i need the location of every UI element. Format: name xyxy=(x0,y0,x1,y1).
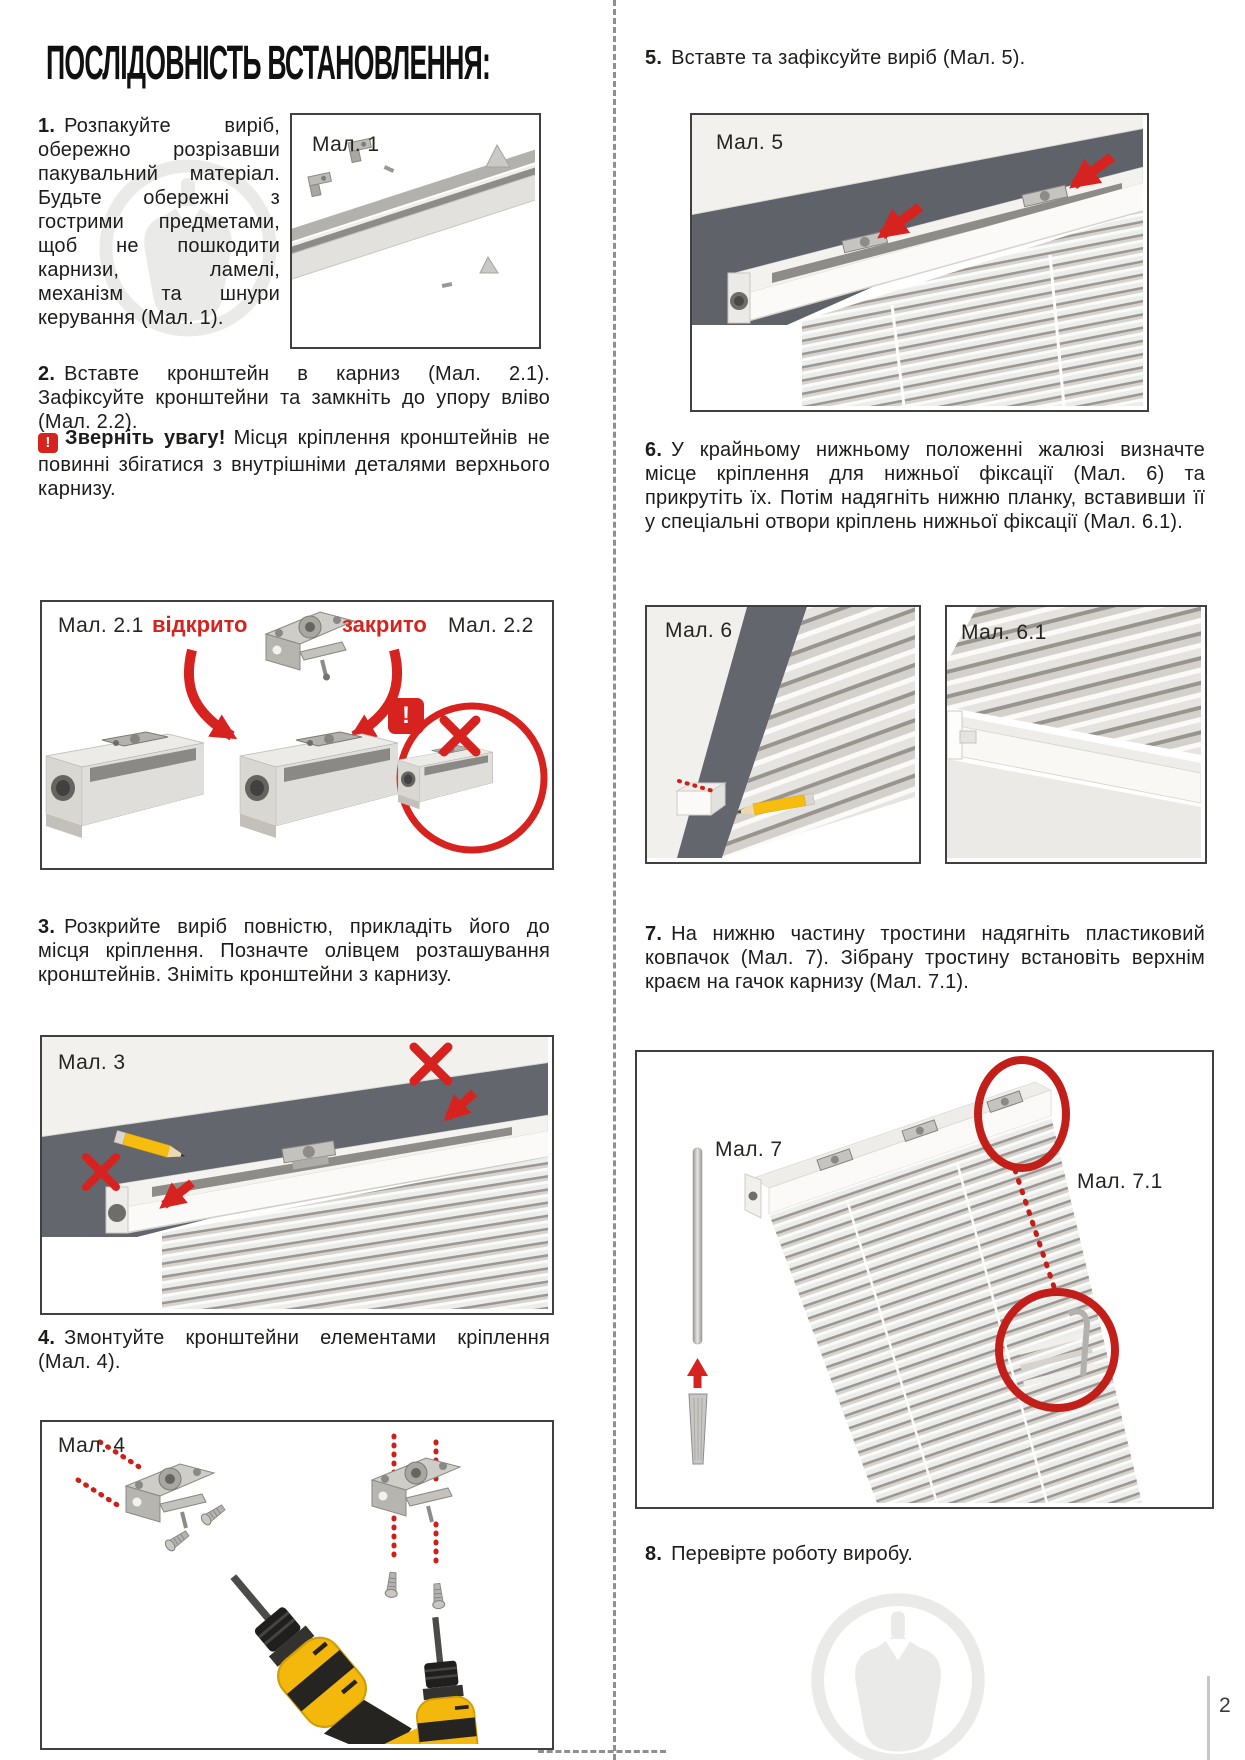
figure-1-label: Мал. 1 xyxy=(312,133,380,156)
screw-icon xyxy=(163,1528,190,1552)
step-2-text: 2. Вставте кронштейн в карниз (Мал. 2.1). Зафіксуйте кронштейни та замкніть до упору вліво (Мал. 2.2). xyxy=(38,363,550,433)
closed-state-label: закрито xyxy=(342,612,427,637)
step-8-text: 8. Перевірте роботу виробу. xyxy=(645,1543,913,1565)
screw-icon xyxy=(431,1583,445,1609)
red-arrow-open xyxy=(189,650,232,736)
screw-icon xyxy=(385,1572,399,1598)
figure-5-label: Мал. 5 xyxy=(716,131,784,154)
page-number: 2 xyxy=(1219,1694,1231,1717)
bracket-open-icon xyxy=(266,612,354,681)
red-up-arrow-icon xyxy=(687,1358,708,1388)
figure-7-box xyxy=(635,1050,1214,1509)
figure-6-label: Мал. 6 xyxy=(665,619,733,642)
figure-3-label: Мал. 3 xyxy=(58,1051,126,1074)
figure-7-label: Мал. 7 xyxy=(715,1138,783,1161)
figure-4-illustration-drilling xyxy=(42,1422,548,1744)
figure-6-1-label: Мал. 6.1 xyxy=(961,621,1047,644)
screw-icon xyxy=(199,1502,226,1526)
figure-2-illustration-bracket-lock xyxy=(42,602,548,864)
step-3-number: 3. xyxy=(38,916,56,938)
figure-2-box xyxy=(40,600,554,870)
step-8-number: 8. xyxy=(645,1543,663,1565)
step-4-number: 4. xyxy=(38,1327,56,1349)
tilt-wand-icon xyxy=(693,1148,702,1344)
figure-5-illustration-mounting xyxy=(692,115,1143,406)
step-7-text: 7. На нижню частину тростини надягніть пластиковий ковпачок (Мал. 7). Зібрану тростину встановіть верхнім краєм на гачок карнизу (Мал. 7.1). xyxy=(645,923,1205,993)
lower-bracket-icon xyxy=(960,731,976,743)
exclamation-badge-icon: ! xyxy=(388,698,424,734)
step-6-text: 6. У крайньому нижньому положенні жалюзі визначте місце кріплення для нижньої фіксації (Мал. 6) та прикрутіть їх. Потім надягніть нижню планку, вставивши її у спеціальні отвори кріплень нижньої фіксації (Мал. 6.1). xyxy=(645,439,1205,533)
red-dotted-line xyxy=(78,1480,122,1508)
step-2-number: 2. xyxy=(38,363,56,385)
bracket-part-icon xyxy=(372,1458,460,1522)
figure-7-illustration-wand-hook xyxy=(637,1052,1208,1503)
step-7-number: 7. xyxy=(645,923,663,945)
step-4-text: 4. Змонтуйте кронштейни елементами кріплення (Мал. 4). xyxy=(38,1327,550,1373)
bottom-dashed-mark xyxy=(538,1750,666,1753)
step-1-text: 1. Розпакуйте виріб, обережно розрізавши пакувальний матеріал. Будьте обережні з гострими предметами, щоб не пошкодити карнизи, ламелі, механізм та шнури керування (Мал. 1). xyxy=(38,115,280,329)
figure-3-box xyxy=(40,1035,554,1315)
drill-icon xyxy=(407,1613,496,1744)
figure-4-box xyxy=(40,1420,554,1750)
figure-4-label: Мал. 4 xyxy=(58,1434,126,1457)
figure-1-box xyxy=(290,113,541,349)
bracket-part-icon xyxy=(308,172,334,196)
figure-2-2-label: Мал. 2.2 xyxy=(448,614,534,637)
step-5-text: 5. Вставте та зафіксуйте виріб (Мал. 5). xyxy=(645,47,1026,69)
figure-6-illustration-lower-fixing xyxy=(647,607,915,858)
cone-part-icon xyxy=(480,257,498,273)
warning-icon: ! xyxy=(38,433,58,453)
step-6-number: 6. xyxy=(645,439,663,461)
figure-6-box xyxy=(645,605,921,864)
warning-note: ! Зверніть увагу! Місця кріплення кронштейнів не повинні збігатися з внутрішніми деталями верхнього карнизу. xyxy=(38,427,551,500)
figure-7-1-label: Мал. 7.1 xyxy=(1077,1170,1163,1193)
page-title: ПОСЛІДОВНІСТЬ ВСТАНОВЛЕННЯ: xyxy=(46,36,491,90)
step-1-number: 1. xyxy=(38,115,56,137)
cone-part-icon xyxy=(486,145,510,167)
watermark-logo xyxy=(800,1582,996,1760)
warning-label: Зверніть увагу! xyxy=(65,427,226,449)
plastic-cap-icon xyxy=(689,1394,707,1464)
figure-3-illustration-marking xyxy=(42,1037,548,1309)
step-3-text: 3. Розкрийте виріб повністю, прикладіть його до місця кріплення. Позначте олівцем розташування кронштейнів. Зніміть кронштейни з карнизу. xyxy=(38,916,550,986)
open-state-label: відкрито xyxy=(152,612,248,637)
figure-6-1-box xyxy=(945,605,1207,864)
figure-2-1-label: Мал. 2.1 xyxy=(58,614,144,637)
column-divider-dashed-line xyxy=(613,0,616,1760)
step-5-number: 5. xyxy=(645,47,663,69)
page-number-divider xyxy=(1207,1676,1210,1760)
bracket-part-icon xyxy=(126,1464,214,1528)
figure-5-box xyxy=(690,113,1149,412)
